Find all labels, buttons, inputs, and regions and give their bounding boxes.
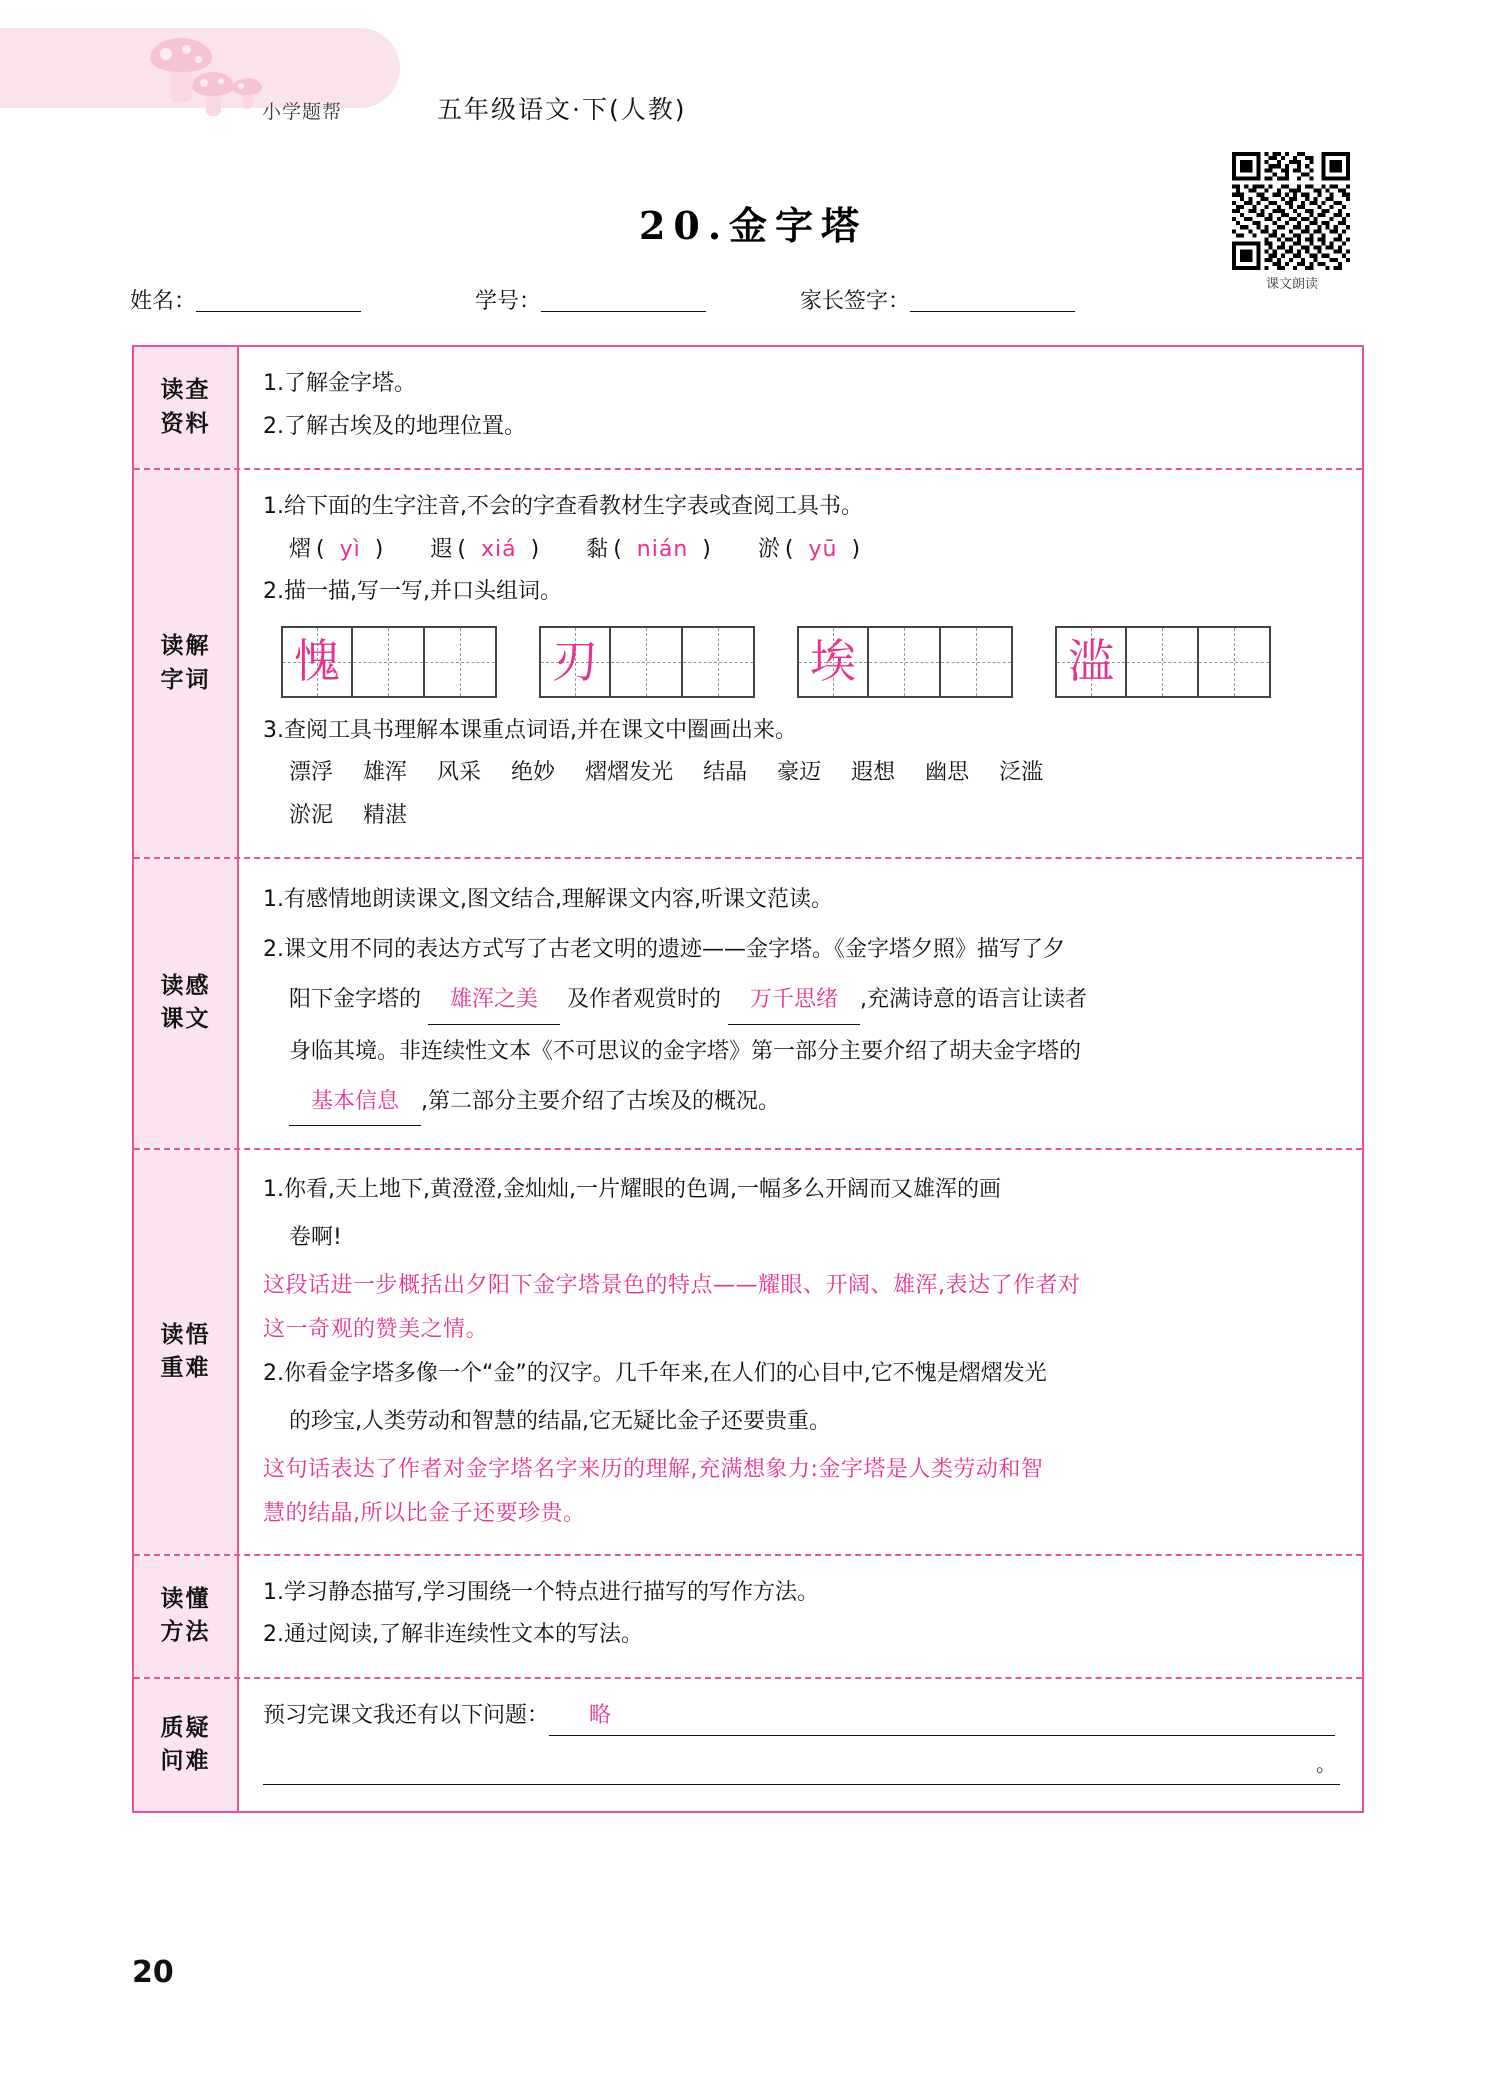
parent-sign-blank[interactable]	[910, 289, 1075, 312]
section-label-methods	[134, 1556, 239, 1677]
answer-2-line-2: 慧的结晶,所以比金子还要珍贵。	[263, 1500, 586, 1526]
tianzige-cell-filled	[281, 626, 353, 698]
answer-blank-3[interactable]: 基本信息	[289, 1079, 421, 1126]
mushroom-icon-small	[192, 72, 234, 116]
label-line-2: 字词	[160, 666, 211, 693]
grid-char: 埃	[810, 634, 856, 689]
label-line-2: 课文	[160, 1006, 211, 1033]
answer-1-line-2: 这一奇观的赞美之情。	[263, 1316, 489, 1342]
section-label-questions	[134, 1679, 239, 1812]
section-content-methods	[239, 1556, 1362, 1677]
answer-blank-1[interactable]: 雄浑之美	[428, 977, 560, 1024]
section-row-comprehension	[134, 859, 1362, 1150]
label-line-1: 读悟	[160, 1321, 211, 1348]
pinyin-char-4: 淤	[757, 536, 781, 562]
question-2-line-1: 2.你看金字塔多像一个“金”的汉字。几千年来,在人们的心目中,它不愧是熠熠发光	[263, 1360, 1047, 1386]
word-item: 精湛	[363, 802, 408, 828]
word-item: 熠熠发光	[585, 760, 674, 785]
student-id-blank[interactable]	[541, 289, 706, 312]
questions-blank-line-2[interactable]	[263, 1750, 1340, 1785]
section-row-questions	[134, 1679, 1362, 1812]
word-item: 结晶	[703, 760, 748, 785]
name-blank[interactable]	[196, 289, 361, 312]
question-2-line-3: 身临其境。非连续性文本《不可思议的金字塔》第一部分主要介绍了胡夫金字塔的	[289, 1038, 1082, 1064]
tianzige-cell-empty[interactable]	[941, 626, 1013, 698]
word-item: 漂浮	[289, 760, 334, 785]
pinyin-char-2: 遐	[430, 536, 454, 562]
pinyin-answer-4[interactable]: yū	[808, 536, 838, 562]
question-1-line-1: 1.你看,天上地下,黄澄澄,金灿灿,一片耀眼的色调,一幅多么开阔而又雄浑的画	[263, 1176, 1001, 1202]
section-content-key-points	[239, 1150, 1362, 1554]
pinyin-char-1: 熠	[289, 536, 313, 562]
pinyin-answer-row: 熠 ( yì ) 遐 ( xiá ) 黏 ( nián ) 淤 ( yū )	[289, 536, 862, 562]
period-mark: 。	[1316, 1752, 1336, 1777]
tianzige-box-1[interactable]	[281, 626, 497, 698]
q2-text-c: ,充满诗意的语言让读者	[860, 987, 1088, 1013]
word-item: 豪迈	[777, 760, 822, 785]
tianzige-box-2[interactable]	[539, 626, 755, 698]
name-field[interactable]	[130, 284, 361, 315]
label-line-1: 读懂	[160, 1586, 211, 1613]
section-content-questions	[239, 1679, 1362, 1812]
parent-sign-field[interactable]	[800, 284, 1075, 315]
section-label-vocabulary	[134, 470, 239, 857]
subject-title: 五年级语文·下(人教)	[437, 95, 687, 124]
tianzige-cell-empty[interactable]	[353, 626, 425, 698]
pinyin-answer-2[interactable]: xiá	[480, 536, 517, 562]
questions-prompt-row	[263, 1697, 1340, 1737]
word-item: 绝妙	[511, 760, 556, 785]
word-item: 遐想	[851, 760, 896, 785]
label-line-2: 问难	[160, 1748, 211, 1775]
tianzige-box-3[interactable]	[797, 626, 1013, 698]
answer-1-line-1: 这段话进一步概括出夕阳下金字塔景色的特点——耀眼、开阔、雄浑,表达了作者对	[263, 1272, 1081, 1298]
q2-text-b: 及作者观赏时的	[567, 987, 722, 1013]
name-label: 姓名：	[130, 289, 197, 314]
mushroom-icon-tiny	[232, 78, 262, 109]
pinyin-answer-1[interactable]: yì	[339, 536, 361, 562]
item-text: 1.学习静态描写,学习围绕一个特点进行描写的写作方法。	[263, 1579, 819, 1605]
tianzige-cell-filled	[797, 626, 869, 698]
answer-blank-2[interactable]: 万千思绪	[728, 977, 860, 1024]
section-label-reading-research	[134, 347, 239, 468]
banner-label: 小学题帮	[262, 101, 343, 123]
section-content-reading-research	[239, 347, 1362, 468]
tianzige-cell-empty[interactable]	[1127, 626, 1199, 698]
label-line-1: 读感	[160, 973, 211, 1000]
qr-code-icon	[1232, 152, 1350, 270]
label-line-2: 资料	[160, 410, 211, 437]
item-text: 1.了解金字塔。	[263, 371, 416, 396]
question-1: 1.有感情地朗读课文,图文结合,理解课文内容,听课文范读。	[263, 887, 833, 912]
question-2-line-2	[263, 977, 1340, 1024]
tianzige-cell-empty[interactable]	[683, 626, 755, 698]
parent-sign-label: 家长签字：	[800, 289, 911, 314]
answer-2-line-1: 这句话表达了作者对金字塔名字来历的理解,充满想象力:金字塔是人类劳动和智	[263, 1456, 1044, 1482]
student-id-label: 学号：	[475, 289, 542, 314]
question-2-line-1: 2.课文用不同的表达方式写了古老文明的遗迹——金字塔。《金字塔夕照》描写了夕	[263, 937, 1065, 963]
label-line-1: 读解	[160, 633, 211, 660]
word-item: 泛滥	[999, 760, 1044, 785]
section-row-key-points	[134, 1150, 1362, 1556]
section-row-reading-research	[134, 347, 1362, 470]
qr-code-block	[1232, 152, 1352, 292]
page-title: 20.金字塔	[638, 203, 868, 248]
worksheet-table	[132, 345, 1364, 1813]
handwritten-answer-2[interactable]	[263, 1448, 1340, 1536]
word-item: 雄浑	[363, 760, 408, 785]
grid-char: 刃	[552, 634, 598, 689]
questions-prompt: 预习完课文我还有以下问题：	[263, 1702, 550, 1728]
handwritten-answer-1[interactable]	[263, 1264, 1340, 1352]
q2-text-d: ,第二部分主要介绍了古埃及的概况。	[421, 1088, 780, 1114]
section-row-vocabulary	[134, 470, 1362, 859]
grid-char: 滥	[1068, 634, 1114, 689]
label-line-1: 读查	[160, 377, 211, 404]
word-list-line-1	[263, 754, 1340, 793]
question-2: 2.描一描,写一写,并口头组词。	[263, 579, 562, 604]
tianzige-cell-empty[interactable]	[425, 626, 497, 698]
page-number: 20	[132, 1955, 174, 1990]
pinyin-answer-3[interactable]: nián	[636, 536, 689, 562]
question-3: 3.查阅工具书理解本课重点词语,并在课文中圈画出来。	[263, 717, 797, 743]
question-1: 1.给下面的生字注音,不会的字查看教材生字表或查阅工具书。	[263, 494, 863, 519]
question-2-line-4	[263, 1079, 1340, 1126]
label-line-2: 重难	[160, 1354, 211, 1381]
q2-text-a: 阳下金字塔的	[289, 987, 422, 1013]
questions-answer-blank[interactable]: 略	[549, 1697, 1335, 1737]
section-row-methods	[134, 1556, 1362, 1679]
tianzige-cell-filled	[1055, 626, 1127, 698]
item-text: 2.了解古埃及的地理位置。	[263, 413, 526, 439]
question-1-line-2: 卷啊!	[289, 1224, 342, 1250]
tianzige-box-4[interactable]	[1055, 626, 1271, 698]
tianzige-cell-empty[interactable]	[1199, 626, 1271, 698]
label-line-1: 质疑	[160, 1714, 211, 1741]
tianzige-cell-empty[interactable]	[611, 626, 683, 698]
pinyin-char-3: 黏	[586, 536, 610, 562]
item-text: 2.通过阅读,了解非连续性文本的写法。	[263, 1622, 643, 1648]
word-item: 淤泥	[289, 802, 334, 828]
tianzige-cell-filled	[539, 626, 611, 698]
tianzige-grid-group	[281, 626, 1340, 698]
section-label-key-points	[134, 1150, 239, 1554]
section-content-vocabulary	[239, 470, 1362, 857]
tianzige-cell-empty[interactable]	[869, 626, 941, 698]
qr-caption: 课文朗读	[1265, 277, 1318, 292]
word-item: 幽思	[925, 760, 970, 785]
student-id-field[interactable]	[475, 284, 706, 315]
section-content-comprehension	[239, 859, 1362, 1148]
label-line-2: 方法	[160, 1619, 211, 1646]
section-label-comprehension	[134, 859, 239, 1148]
question-2-line-2: 的珍宝,人类劳动和智慧的结晶,它无疑比金子还要贵重。	[289, 1408, 831, 1434]
grid-char: 愧	[294, 634, 340, 689]
word-list-line-2	[263, 797, 1340, 836]
word-item: 风采	[437, 760, 482, 785]
